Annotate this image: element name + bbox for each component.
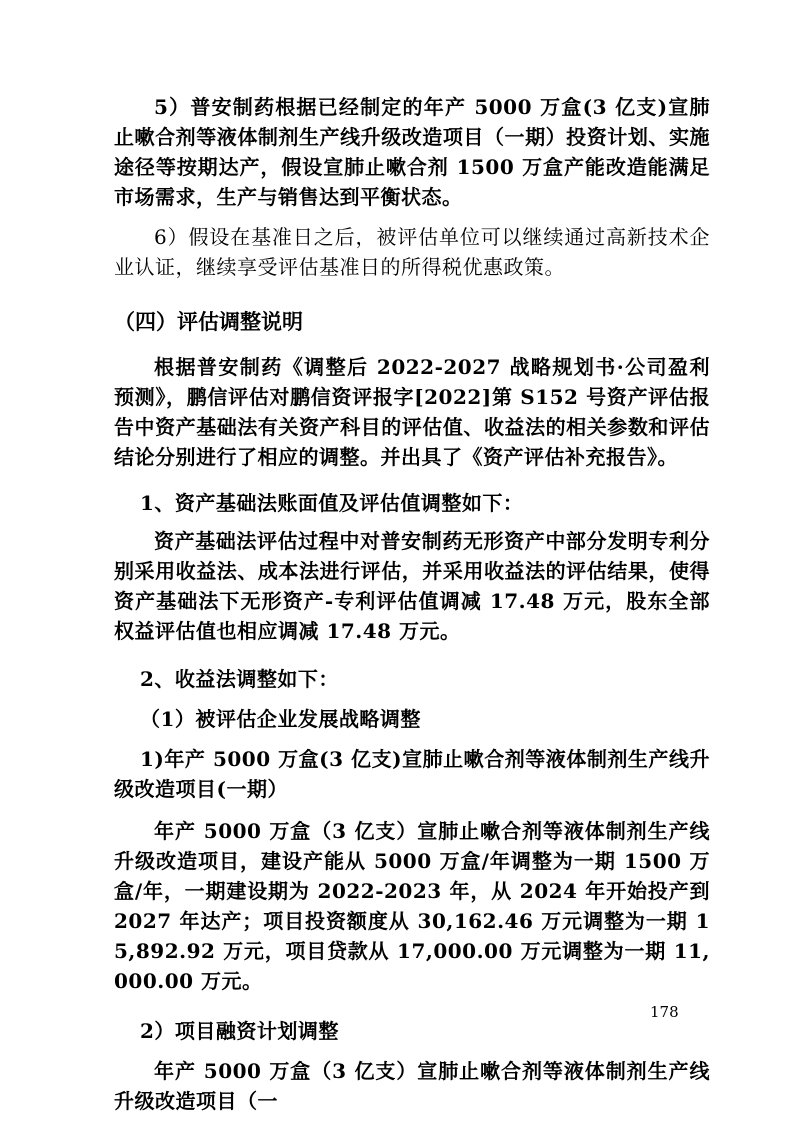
paragraph-financing-start: 年产 5000 万盒（3 亿支）宣肺止嗽合剂等液体制剂生产线升级改造项目（一: [114, 1059, 710, 1113]
subheading-project-title: 1)年产 5000 万盒(3 亿支)宣肺止嗽合剂等液体制剂生产线升级改造项目(一期）: [114, 747, 710, 801]
page-body: [114, 92, 710, 1116]
paragraph-adjustment-intro: 根据普安制药《调整后 2022-2027 战略规划书·公司盈利预测》，鹏信评估对鹏信资评报字[2022]第 S152 号资产评估报告中资产基础法有关资产科目的评估值、收益法的相关参数和评估结论分别进行了相应的调整。并出具了《资产评估补充报告》。: [114, 355, 710, 469]
paragraph-asset-basis-detail: 资产基础法评估过程中对普安制药无形资产中部分发明专利分别采用收益法、成本法进行评估，并采用收益法的评估结果，使得资产基础法下无形资产-专利评估值调减 17.48 万元，股东全部权益评估值也相应调减 17.48 万元。: [114, 529, 710, 643]
subheading-strategy-adjustment: （1）被评估企业发展战略调整: [140, 707, 421, 731]
subheading-financing-plan: 2）项目融资计划调整: [140, 1019, 339, 1043]
section-heading-adjustment-notes: （四）评估调整说明: [114, 309, 303, 334]
subheading-income-method-adjustment: 2、收益法调整如下：: [140, 667, 339, 691]
subheading-asset-basis-adjustment: 1、资产基础法账面值及评估值调整如下：: [140, 491, 524, 515]
paragraph-project-detail: 年产 5000 万盒（3 亿支）宣肺止嗽合剂等液体制剂生产线升级改造项目，建设产能从 5000 万盒/年调整为一期 1500 万盒/年，一期建设期为 2022-2023 年，从 2024 年开始投产到 2027 年达产；项目投资额度从 30,162.46 万元调整为一期 15,892.92 万元，项目贷款从 17,000.00 万元调整为一期 11,000.00 万元。: [114, 819, 710, 993]
paragraph-assumption-5: 5）普安制药根据已经制定的年产 5000 万盒(3 亿支)宣肺止嗽合剂等液体制剂生产线升级改造项目（一期）投资计划、实施途径等按期达产，假设宣肺止嗽合剂 1500 万盒产能改造能满足市场需求，生产与销售达到平衡状态。: [114, 95, 710, 209]
page-number: 178: [650, 1003, 679, 1021]
paragraph-assumption-6: 6）假设在基准日之后，被评估单位可以继续通过高新技术企业认证，继续享受评估基准日的所得税优惠政策。: [114, 225, 710, 279]
